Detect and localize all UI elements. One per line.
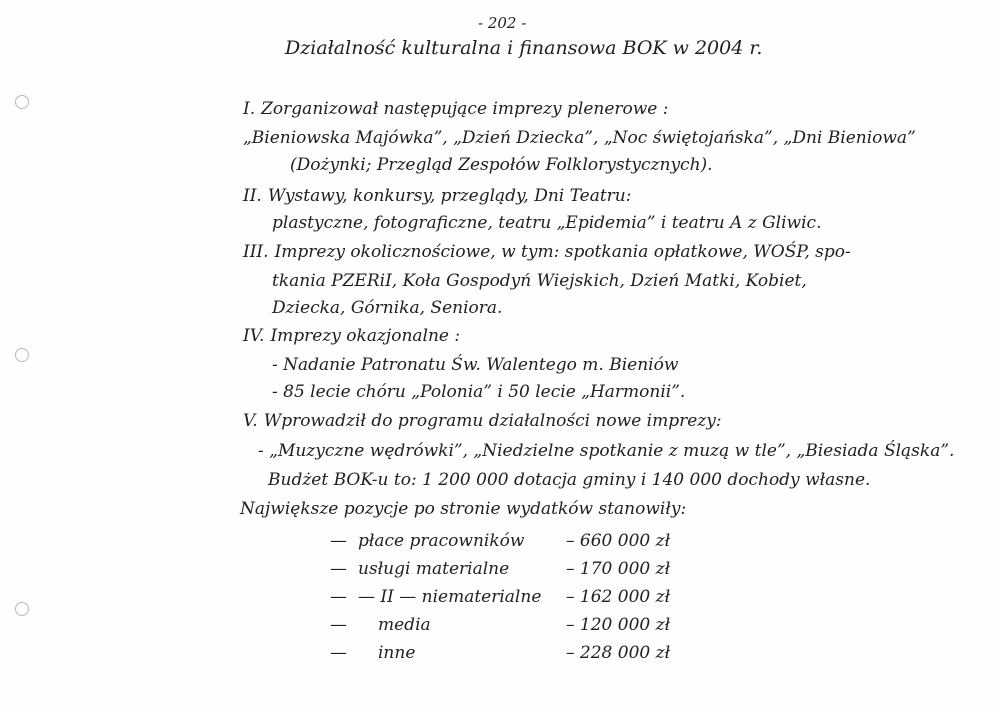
page-title: Działalność kulturalna i finansowa BOK w 2004 r. bbox=[285, 37, 763, 59]
budget-heading: Największe pozycje po stronie wydatków stanowiły: bbox=[240, 499, 687, 519]
budget-row-dash: — bbox=[330, 587, 347, 607]
budget-row-amount: – 162 000 zł bbox=[566, 587, 671, 607]
budget-row-dash: — bbox=[330, 559, 347, 579]
section-3-line-3: Dziecka, Górnika, Seniora. bbox=[272, 298, 503, 318]
section-4-roman: IV. bbox=[243, 326, 265, 346]
section-2-roman: II. bbox=[243, 186, 262, 206]
budget-row-dash: — bbox=[330, 615, 347, 635]
section-4-line-1: Imprezy okazjonalne : bbox=[270, 326, 461, 346]
budget-row-amount: – 120 000 zł bbox=[566, 615, 671, 635]
budget-row-amount: – 228 000 zł bbox=[566, 643, 671, 663]
section-2-heading bbox=[243, 185, 631, 207]
binder-hole-1 bbox=[15, 95, 29, 109]
budget-row-amount: – 660 000 zł bbox=[566, 531, 671, 551]
budget-row-label: inne bbox=[378, 643, 416, 663]
page-number: - 202 - bbox=[478, 14, 527, 32]
binder-hole-3 bbox=[15, 602, 29, 616]
budget-row-label: media bbox=[378, 615, 431, 635]
binder-hole-2 bbox=[15, 348, 29, 362]
budget-line: Budżet BOK-u to: 1 200 000 dotacja gminy i 140 000 dochody własne. bbox=[268, 470, 871, 490]
section-1-heading bbox=[243, 98, 669, 120]
budget-row-amount: – 170 000 zł bbox=[566, 559, 671, 579]
section-4-line-2: - Nadanie Patronatu Św. Walentego m. Bieniów bbox=[272, 355, 679, 375]
section-1-roman: I. bbox=[243, 99, 256, 119]
section-2-line-1: Wystawy, konkursy, przeglądy, Dni Teatru: bbox=[267, 186, 632, 206]
section-1-line-1: Zorganizował następujące imprezy plenerowe : bbox=[261, 99, 669, 119]
section-5-line-1: Wprowadził do programu działalności nowe imprezy: bbox=[263, 411, 722, 431]
section-3-line-1: Imprezy okolicznościowe, w tym: spotkania opłatkowe, WOŚP, spo- bbox=[274, 242, 851, 262]
section-2-line-2: plastyczne, fotograficzne, teatru „Epidemia” i teatru A z Gliwic. bbox=[272, 213, 822, 233]
budget-row-label: płace pracowników bbox=[358, 531, 525, 551]
budget-row-label: — II — niematerialne bbox=[358, 587, 542, 607]
budget-row-dash: — bbox=[330, 643, 347, 663]
section-4-line-3: - 85 lecie chóru „Polonia” i 50 lecie „Harmonii”. bbox=[272, 382, 686, 402]
section-4-heading bbox=[243, 325, 460, 347]
section-1-line-2: „Bieniowska Majówka”, „Dzień Dziecka”, „Noc świętojańska”, „Dni Bieniowa” bbox=[243, 128, 916, 148]
section-5-roman: V. bbox=[243, 411, 258, 431]
section-1-line-3: (Dożynki; Przegląd Zespołów Folklorystycznych). bbox=[290, 155, 713, 175]
section-5-heading bbox=[243, 410, 722, 432]
section-3-line-2: tkania PZERiI, Koła Gospodyń Wiejskich, Dzień Matki, Kobiet, bbox=[272, 271, 807, 291]
budget-row-label: usługi materialne bbox=[358, 559, 510, 579]
section-3-heading bbox=[243, 241, 851, 263]
section-3-roman: III. bbox=[243, 242, 269, 262]
budget-row-dash: — bbox=[330, 531, 347, 551]
section-5-line-2: - „Muzyczne wędrówki”, „Niedzielne spotkanie z muzą w tle”, „Biesiada Śląska”. bbox=[258, 441, 955, 461]
